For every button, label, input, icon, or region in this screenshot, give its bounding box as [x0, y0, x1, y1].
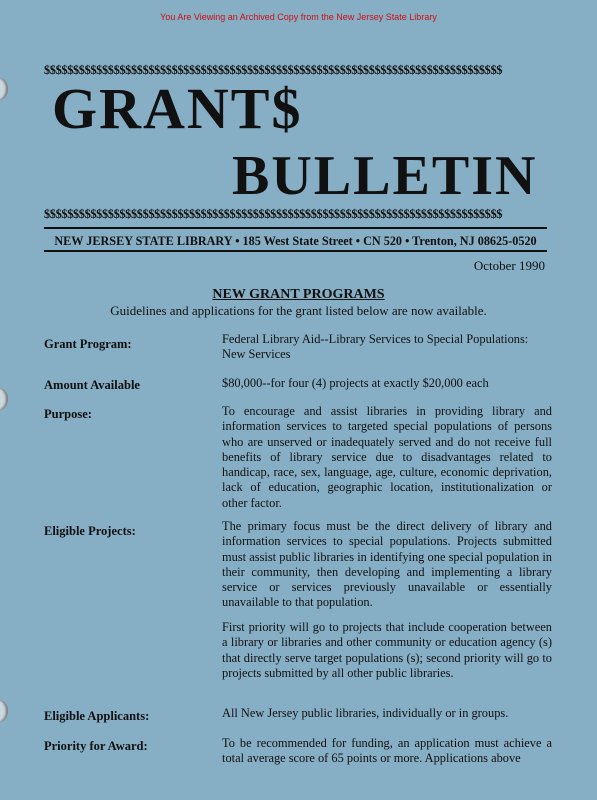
issue-date: October 1990: [473, 258, 545, 273]
grant-program-label: Grant Program:: [44, 337, 132, 351]
dollar-border-top: $$$$$$$$$$$$$$$$$$$$$$$$$$$$$$$$$$$$$$$$$$$$$$$$$$$$$$$$$$$$$$$$$$$$$$$$$$$$$$$: [44, 63, 503, 77]
archive-notice: You Are Viewing an Archived Copy from the New Jersey State Library: [160, 12, 437, 22]
rule-bottom: [44, 250, 547, 252]
eligible-applicants-value: All New Jersey public libraries, individually or in groups.: [222, 706, 509, 720]
priority-value: To be recommended for funding, an application must achieve a total average score of 65 points or more. Applications above: [222, 736, 552, 766]
purpose-value: To encourage and assist libraries in providing library and information services to targeted special populations of persons who are unserved or inadequately served and do not receive full benefits of library service due to disadvantages related to handicap, race, sex, language, age, culture, economic deprivation, lack of education, geographic location, institutionalization or other factor.: [222, 404, 552, 510]
eligible-applicants-label: Eligible Applicants:: [44, 709, 150, 723]
amount-label: Amount Available: [44, 378, 140, 392]
priority-label: Priority for Award:: [44, 739, 148, 753]
intro-text: Guidelines and applications for the grant listed below are now available.: [110, 303, 487, 318]
rule-top: [44, 227, 547, 229]
section-title: NEW GRANT PROGRAMS: [212, 287, 385, 302]
dollar-border-bottom: $$$$$$$$$$$$$$$$$$$$$$$$$$$$$$$$$$$$$$$$$$$$$$$$$$$$$$$$$$$$$$$$$$$$$$$$$$$$$$$: [44, 207, 503, 221]
title-grants: GRANT$: [52, 76, 303, 141]
eligible-projects-priority: First priority will go to projects that include cooperation between a library or libraries and other community or education agency (s) that directly serve target populations (s); second priority will go to projects submitted by all other public libraries.: [222, 620, 552, 680]
punch-hole: [0, 388, 8, 410]
grant-program-value: Federal Library Aid--Library Services to Special Populations: New Services: [222, 332, 529, 362]
eligible-projects-value: The primary focus must be the direct delivery of library and information services to special populations. Projects submitted must assist public libraries in identifying one special population in their community, then developing and implementing a library service or services previously unavailable or essentially unavailable to that population.: [222, 519, 552, 610]
punch-hole: [0, 78, 8, 100]
amount-value: $80,000--for four (4) projects at exactly $20,000 each: [222, 376, 489, 390]
masthead: NEW JERSEY STATE LIBRARY • 185 West State Street • CN 520 • Trenton, NJ 08625-0520: [54, 234, 537, 248]
title-bulletin: BULLETIN: [232, 145, 538, 207]
eligible-projects-label: Eligible Projects:: [44, 524, 136, 538]
punch-hole: [0, 700, 8, 722]
purpose-label: Purpose:: [44, 407, 92, 421]
